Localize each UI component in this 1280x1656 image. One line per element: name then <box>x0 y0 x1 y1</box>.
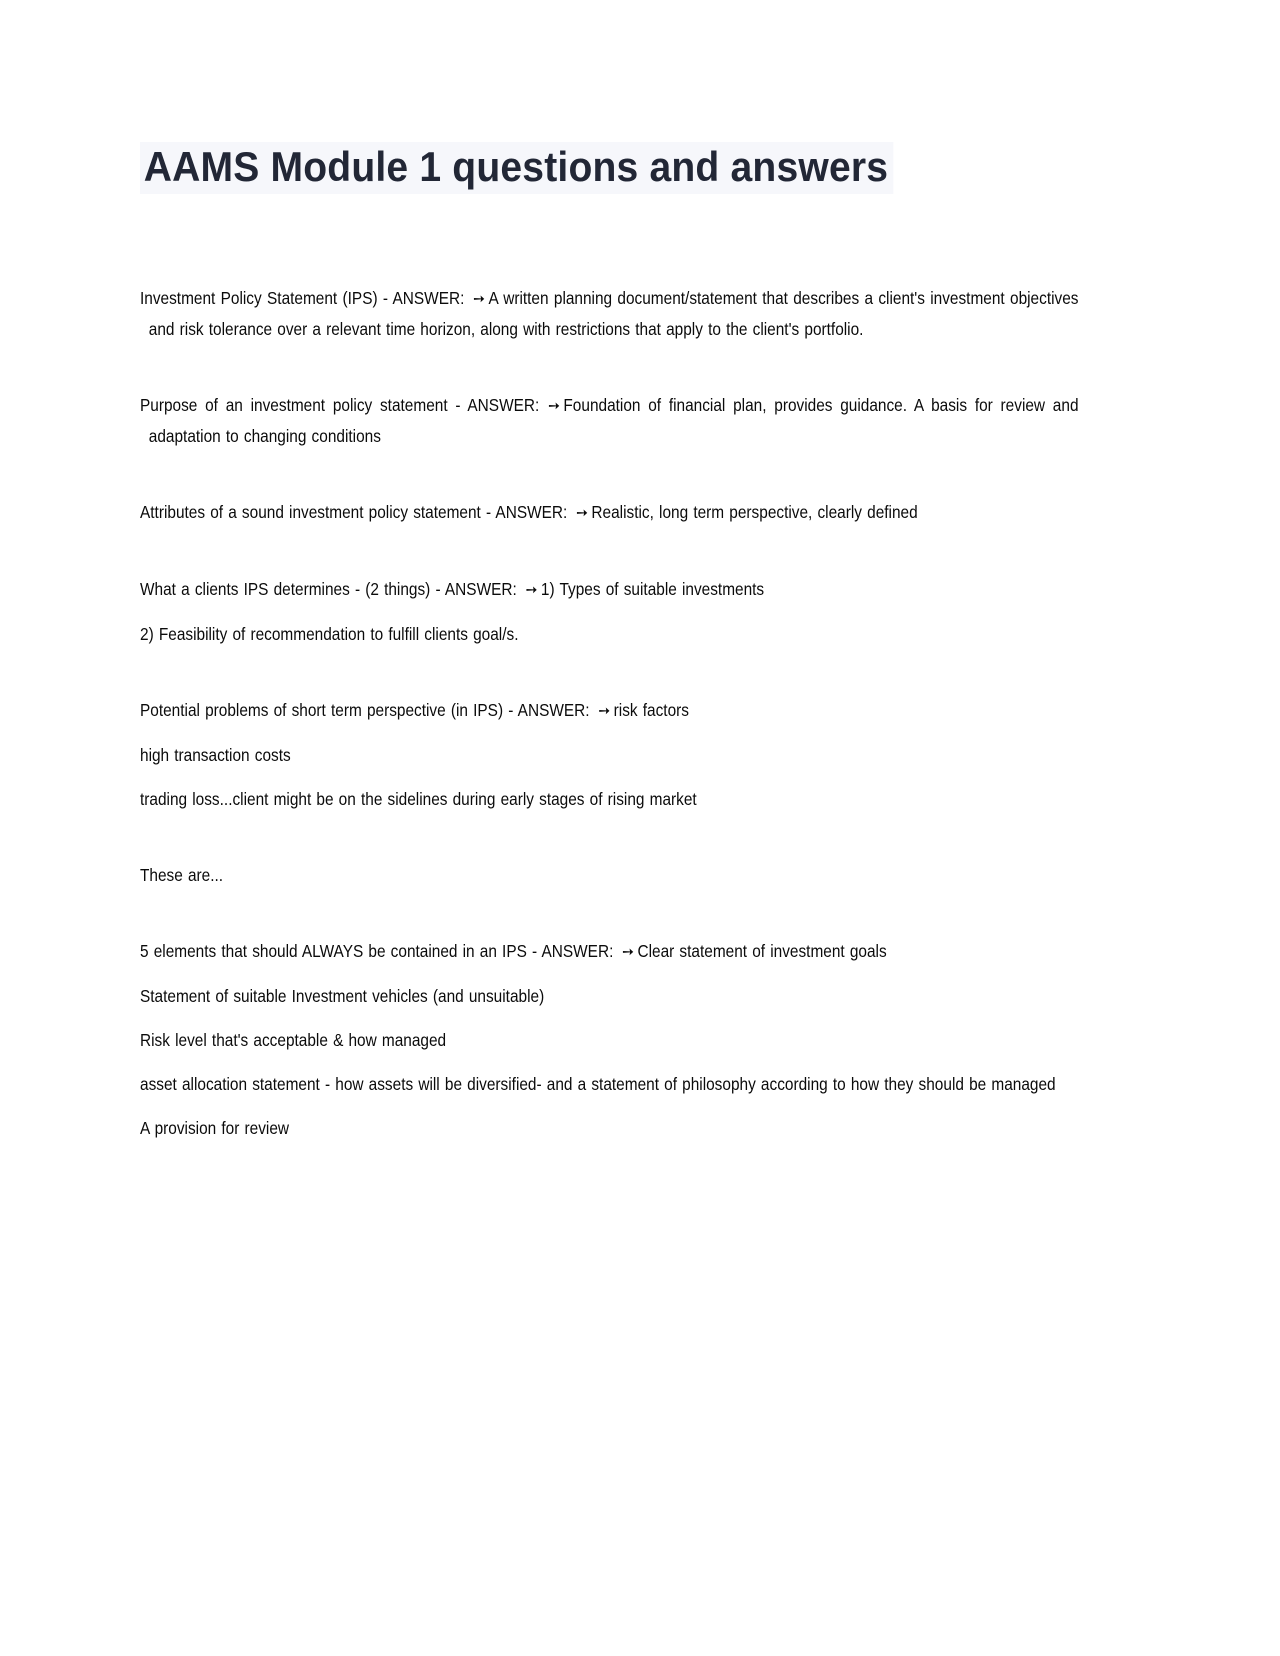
qa-entry <box>140 936 1078 967</box>
qa-prompt: Investment Policy Statement (IPS) - ANSWER: <box>140 288 465 308</box>
qa-entry <box>140 283 1078 344</box>
qa-block-five-elements <box>140 936 1070 1143</box>
qa-block-ips-definition <box>140 283 1079 344</box>
qa-block-ips-determines <box>140 574 1070 649</box>
rightwards-arrow-icon: ➙ <box>576 503 588 522</box>
qa-prompt: 5 elements that should ALWAYS be contained in an IPS - ANSWER: <box>140 941 614 961</box>
rightwards-arrow-icon: ➙ <box>622 942 634 961</box>
qa-answer-line: These are... <box>140 865 224 885</box>
page-title: AAMS Module 1 questions and answers <box>140 142 894 194</box>
rightwards-arrow-icon: ➙ <box>473 289 485 308</box>
rightwards-arrow-icon: ➙ <box>548 396 560 415</box>
qa-answer-line: 1) Types of suitable investments <box>540 579 765 599</box>
qa-answer-line: A written planning document/statement that describes a client's investment objectives and risk tolerance over a relevant time horizon, along with restrictions that apply to the client's portfolio. <box>148 288 1079 339</box>
page-title-container <box>140 142 1100 194</box>
qa-answer-line: trading loss...client might be on the sidelines during early stages of rising market <box>140 789 697 809</box>
qa-block-ips-attributes <box>140 497 1070 528</box>
qa-entry <box>140 695 1070 726</box>
qa-answer-line: asset allocation statement - how assets will be diversified- and a statement of philosophy according to how they should be managed <box>140 1074 1056 1094</box>
rightwards-arrow-icon: ➙ <box>598 701 611 720</box>
qa-answer-line: risk factors <box>613 700 689 720</box>
qa-block-short-term-problems <box>140 695 1070 814</box>
qa-answer-line: Risk level that's acceptable & how managed <box>140 1030 447 1050</box>
qa-prompt: What a clients IPS determines - (2 things) - ANSWER: <box>140 579 517 599</box>
qa-answer-line: high transaction costs <box>140 745 291 765</box>
qa-answer-line: 2) Feasibility of recommendation to fulfill clients goal/s. <box>140 624 519 644</box>
qa-content-list <box>140 283 1079 1143</box>
rightwards-arrow-icon: ➙ <box>525 580 538 599</box>
qa-answer-line: Clear statement of investment goals <box>637 941 887 961</box>
qa-prompt: Purpose of an investment policy statement - ANSWER: <box>140 395 540 415</box>
qa-block-ips-purpose <box>140 390 1079 451</box>
qa-answer-line: Realistic, long term perspective, clearly defined <box>591 502 918 522</box>
qa-answer-line: A provision for review <box>140 1118 290 1138</box>
qa-entry <box>140 497 1078 528</box>
qa-prompt: Attributes of a sound investment policy statement - ANSWER: <box>140 502 568 522</box>
qa-block-these-are <box>140 860 1070 890</box>
qa-answer-line: Statement of suitable Investment vehicles (and unsuitable) <box>140 986 545 1006</box>
qa-answer-line: Foundation of financial plan, provides guidance. A basis for review and adaptation to changing conditions <box>148 395 1079 446</box>
qa-entry <box>140 574 1070 605</box>
qa-prompt: Potential problems of short term perspective (in IPS) - ANSWER: <box>140 700 590 720</box>
qa-entry <box>140 390 1078 451</box>
